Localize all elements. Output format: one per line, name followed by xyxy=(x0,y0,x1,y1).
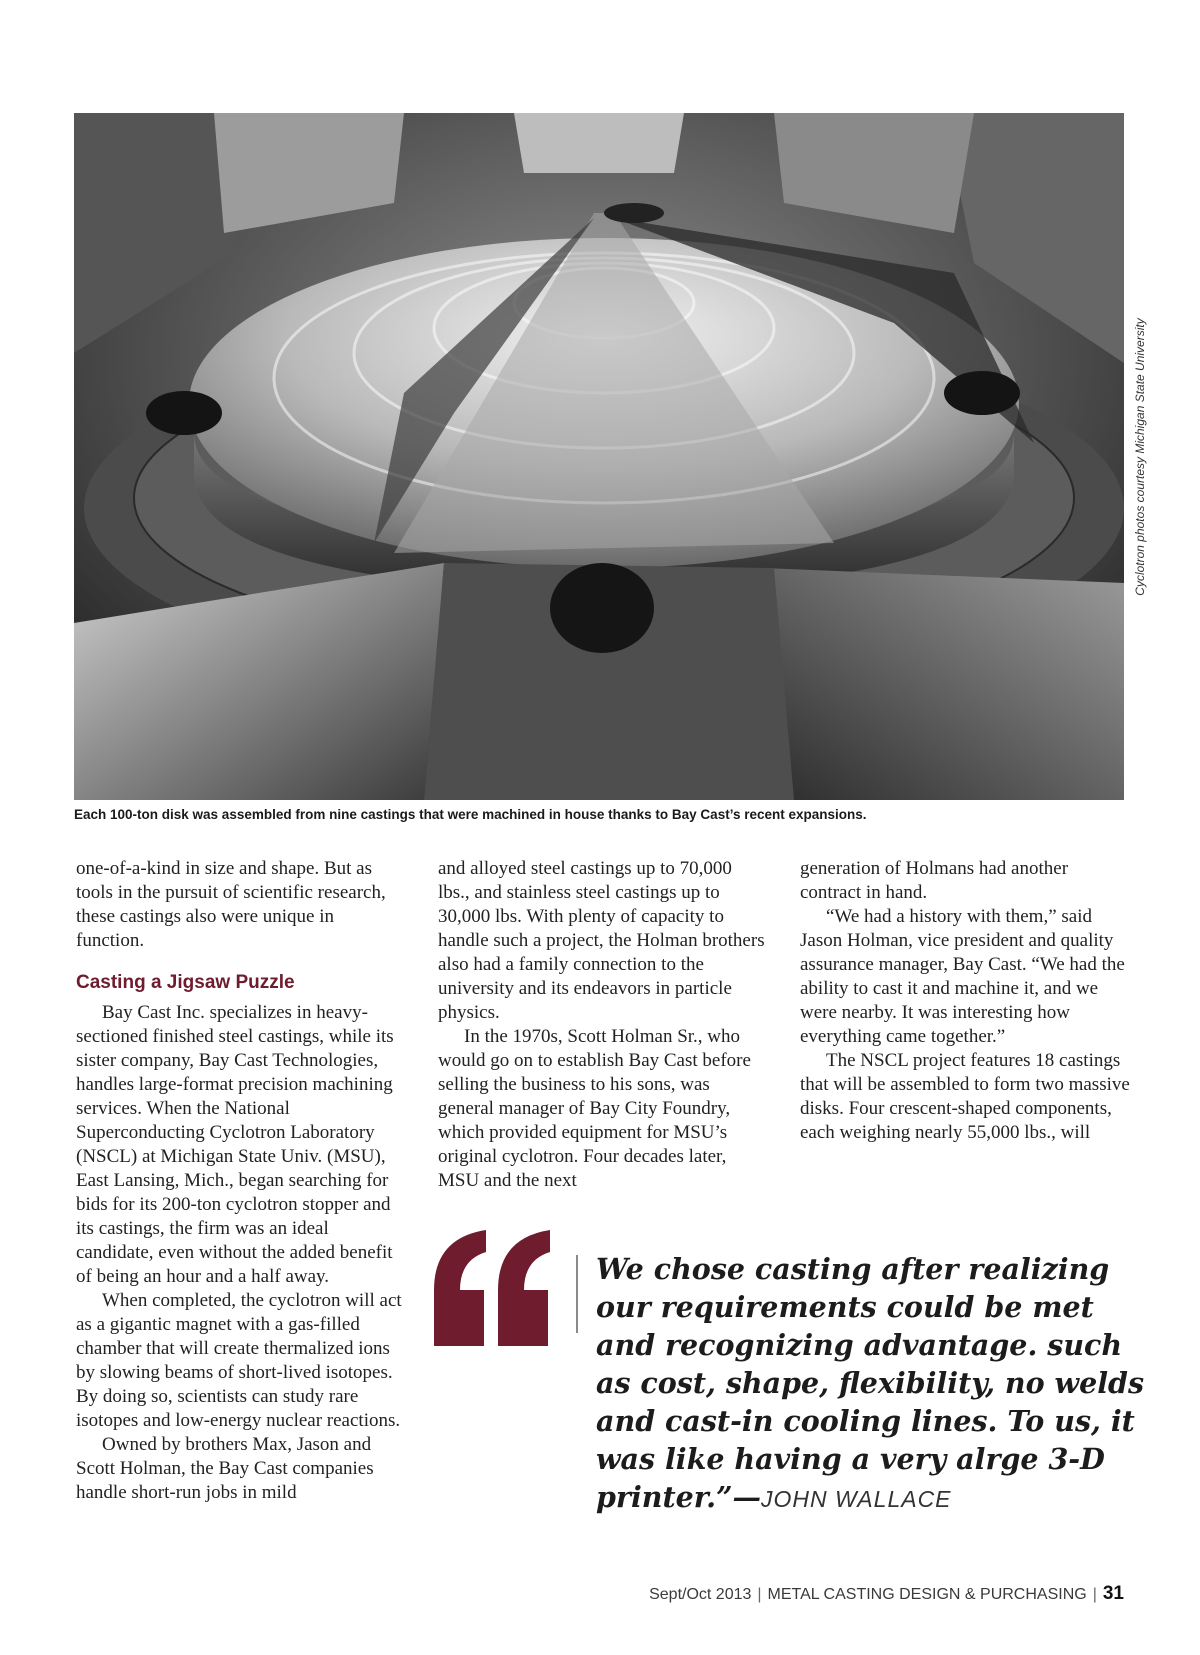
footer-separator: | xyxy=(757,1586,762,1603)
photo-credit-text: Cyclotron photos courtesy Michigan State University xyxy=(1133,317,1147,596)
article-column-3 xyxy=(800,857,1130,1145)
pull-quote-author: JOHN WALLACE xyxy=(761,1486,952,1512)
paragraph: generation of Holmans had another contract in hand. xyxy=(800,858,1069,903)
cyclotron-photo xyxy=(74,113,1124,800)
paragraph: “We had a history with them,” said Jason Holman, vice president and quality assurance manager, Bay Cast. “We had the ability to cast it and machine it, and we were nearby. It was interesting how everything came together.” xyxy=(800,906,1125,1047)
paragraph: When completed, the cyclotron will act as a gigantic magnet with a gas-filled chamber that will create thermalized ions by slowing beams of short-lived isotopes. By doing so, scientists can study rare isotopes and low-energy nuclear reactions. xyxy=(76,1290,402,1431)
footer-publication: METAL CASTING DESIGN & PURCHASING xyxy=(767,1586,1087,1603)
quote-mark-icon xyxy=(424,1228,558,1346)
paragraph: one-of-a-kind in size and shape. But as tools in the pursuit of scientific research, these castings also were unique in function. xyxy=(76,858,386,951)
paragraph: In the 1970s, Scott Holman Sr., who would go on to establish Bay Cast before selling the business to his sons, was general manager of Bay City Foundry, which provided equipment for MSU’s original cyclotron. Four decades later, MSU and the next xyxy=(438,1026,751,1191)
page-footer xyxy=(649,1583,1124,1605)
paragraph: Bay Cast Inc. specializes in heavy-sectioned finished steel castings, while its sister company, Bay Cast Technologies, handles large-format precision machining services. When the National Superconducting Cyclotron Laboratory (NSCL) at Michigan State Univ. (MSU), East Lansing, Mich., began searching for bids for its 200-ton cyclotron stopper and its castings, the firm was an ideal candidate, even without the added benefit of being an hour and a half away. xyxy=(76,1002,394,1287)
article-column-1 xyxy=(76,857,404,1505)
cyclotron-disk-photo-icon xyxy=(74,113,1124,800)
quote-divider xyxy=(576,1255,578,1333)
photo-credit xyxy=(1131,113,1149,800)
pull-quote-text: We chose casting after realizing our requirements could be met and recognizing advantage. such as cost, shape, flexibility, no welds and cast-in cooling lines. To us, it was like having a very alrge 3-D printer.”— xyxy=(596,1252,1145,1514)
article-column-2 xyxy=(438,857,768,1193)
footer-issue: Sept/Oct 2013 xyxy=(649,1586,752,1603)
paragraph: and alloyed steel castings up to 70,000 lbs., and stainless steel castings up to 30,000 lbs. With plenty of capacity to handle such a project, the Holman brothers also had a family connection to the university and its endeavors in particle physics. xyxy=(438,858,765,1023)
section-subhead: Casting a Jigsaw Puzzle xyxy=(76,972,295,993)
page-number: 31 xyxy=(1102,1583,1124,1604)
paragraph: The NSCL project features 18 castings that will be assembled to form two massive disks. Four crescent-shaped components, each weighing nearly 55,000 lbs., will xyxy=(800,1050,1130,1143)
footer-separator: | xyxy=(1092,1586,1097,1603)
paragraph: Owned by brothers Max, Jason and Scott Holman, the Bay Cast companies handle short-run jobs in mild xyxy=(76,1434,374,1503)
pull-quote xyxy=(596,1250,1156,1518)
photo-caption: Each 100-ton disk was assembled from nine castings that were machined in house thanks to Bay Cast’s recent expansions. xyxy=(74,807,867,822)
